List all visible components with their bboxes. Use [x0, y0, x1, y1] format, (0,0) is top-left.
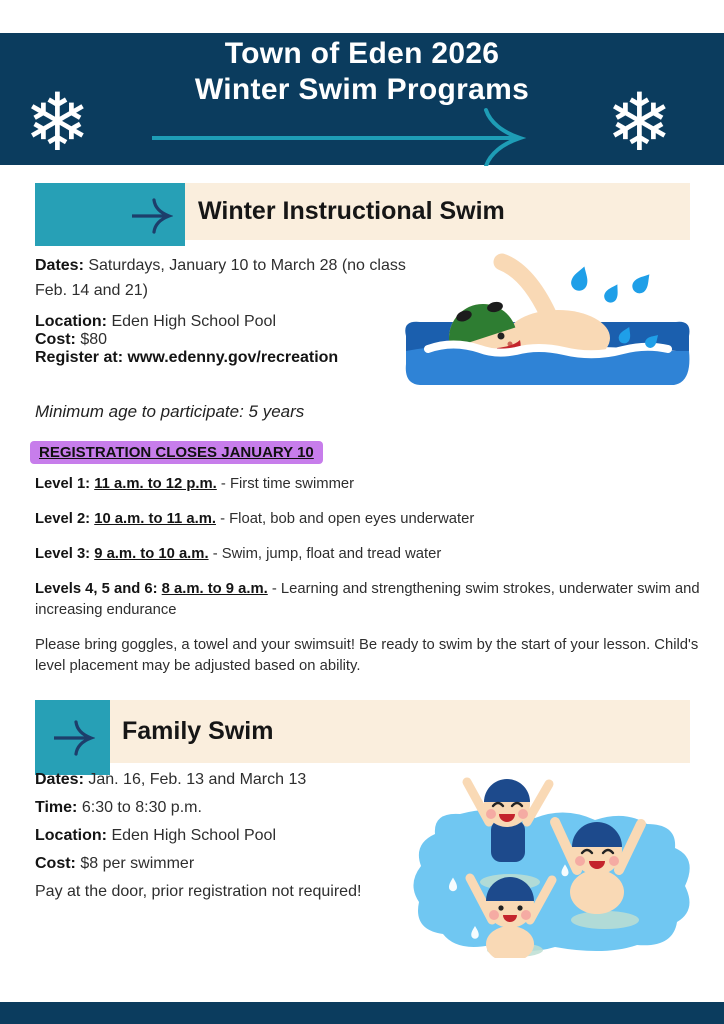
- minimum-age-note: Minimum age to participate: 5 years: [35, 402, 305, 421]
- instructional-details: [35, 313, 338, 367]
- arrow-right-icon: [150, 106, 530, 166]
- family-location-line: [35, 826, 361, 846]
- dates-value: Jan. 16, Feb. 13 and March 13: [88, 771, 307, 788]
- snowflake-icon: ❄: [24, 76, 92, 169]
- levels-list: [35, 474, 719, 691]
- swimmer-illustration: [398, 252, 698, 402]
- snowflake-icon: ❄: [606, 76, 674, 169]
- location-label: Location:: [35, 827, 107, 844]
- register-line: [35, 349, 338, 367]
- registration-deadline-text: REGISTRATION CLOSES JANUARY 10: [39, 444, 314, 461]
- level-row: [35, 474, 719, 495]
- level-row: [35, 509, 719, 530]
- level-label: Level 1:: [35, 476, 91, 492]
- family-details: [35, 770, 361, 910]
- level-desc: - Float, bob and open eyes underwater: [220, 511, 475, 527]
- level-time: 8 a.m. to 9 a.m.: [161, 581, 268, 597]
- cost-label: Cost:: [35, 331, 76, 348]
- level-label: Levels 4, 5 and 6:: [35, 581, 158, 597]
- level-time: 9 a.m. to 10 a.m.: [94, 546, 209, 562]
- arrow-box-instructional: [35, 183, 185, 246]
- level-row: [35, 544, 719, 565]
- instructional-dates: [35, 253, 407, 303]
- section-title-family: Family Swim: [122, 717, 274, 745]
- level-desc: - Learning and strengthening swim strokes, underwater swim and increasing endurance: [35, 581, 700, 618]
- bring-note: Please bring goggles, a towel and your swimsuit! Be ready to swim by the start of your lesson. Child's level placement may be adjusted based on ability.: [35, 637, 699, 674]
- arrow-box-family: [35, 700, 110, 775]
- cost-value: $8 per swimmer: [80, 855, 195, 872]
- level-time: 11 a.m. to 12 p.m.: [94, 476, 217, 492]
- level-desc: - Swim, jump, float and tread water: [212, 546, 442, 562]
- register-url: www.edenny.gov/recreation: [127, 349, 339, 366]
- page-title-line1: Town of Eden 2026: [224, 37, 500, 70]
- location-label: Location:: [35, 313, 107, 330]
- level-time: 10 a.m. to 11 a.m.: [94, 511, 216, 527]
- family-time-line: [35, 798, 361, 818]
- cost-label: Cost:: [35, 855, 76, 872]
- time-label: Time:: [35, 799, 78, 816]
- location-line: [35, 313, 338, 331]
- arrow-right-icon: [51, 716, 95, 760]
- family-swim-illustration: [405, 762, 700, 958]
- location-value: Eden High School Pool: [111, 827, 277, 844]
- header-banner: [0, 33, 724, 169]
- footer-banner: [0, 1002, 724, 1024]
- family-dates-line: [35, 770, 361, 790]
- page-title: [0, 36, 724, 108]
- arrow-right-icon: [129, 194, 173, 238]
- cost-line: [35, 331, 338, 349]
- level-label: Level 3:: [35, 546, 91, 562]
- dates-label: Dates:: [35, 771, 84, 788]
- registration-deadline-highlight: [30, 441, 323, 464]
- dates-value: Saturdays, January 10 to March 28 (no class Feb. 14 and 21): [35, 257, 406, 299]
- dates-label: Dates:: [35, 257, 84, 274]
- location-value: Eden High School Pool: [111, 313, 277, 330]
- section-title-instructional: Winter Instructional Swim: [198, 197, 505, 225]
- level-row: [35, 579, 719, 621]
- level-label: Level 2:: [35, 511, 91, 527]
- level-desc: - First time swimmer: [220, 476, 355, 492]
- cost-value: $80: [80, 331, 108, 348]
- time-value: 6:30 to 8:30 p.m.: [81, 799, 202, 816]
- register-label: Register at:: [35, 349, 124, 366]
- family-cost-line: [35, 854, 361, 874]
- page-title-line2: Winter Swim Programs: [194, 73, 530, 106]
- family-note: Pay at the door, prior registration not required!: [35, 883, 362, 900]
